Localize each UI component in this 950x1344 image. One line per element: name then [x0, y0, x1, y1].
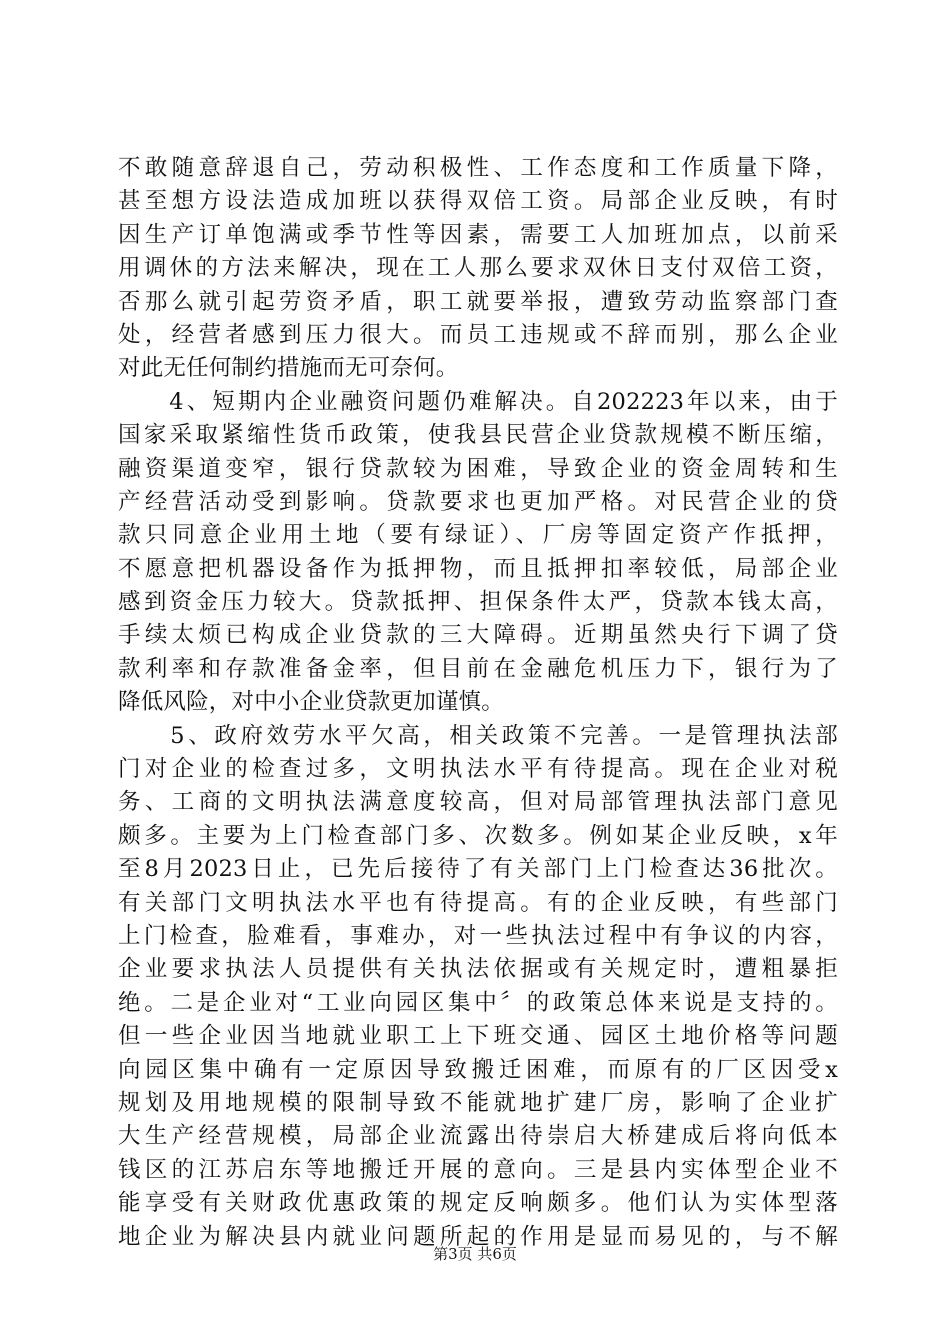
text-line: 颇多。主要为上门检查部门多、次数多。例如某企业反映，x年 — [118, 822, 838, 849]
text-line: 对此无任何制约措施而无可奈何。 — [118, 355, 459, 382]
text-line: 有关部门文明执法水平也有待提高。有的企业反映，有些部门 — [118, 889, 838, 916]
text-line: 但一些企业因当地就业职工上下班交通、园区土地价格等问题 — [118, 1023, 838, 1050]
text-line: 钱区的江苏启东等地搬迁开展的意向。三是县内实体型企业不 — [118, 1156, 838, 1183]
text-line: 地企业为解决县内就业问题所起的作用是显而易见的，与不解 — [118, 1223, 838, 1250]
text-line: 手续太烦已构成企业贷款的三大障碍。近期虽然央行下调了贷 — [118, 622, 838, 649]
paragraph-5-start: 5、政府效劳水平欠高，相关政策不完善。一是管理执法部 — [118, 722, 838, 749]
text-line: 不敢随意辞退自己，劳动积极性、工作态度和工作质量下降， — [118, 155, 838, 181]
text-line: 款利率和存款准备金率，但目前在金融危机压力下，银行为了 — [118, 655, 838, 682]
paragraph-4-start: 4、短期内企业融资问题仍难解决。自202223年以来，由于 — [118, 388, 838, 415]
text-line: 务、工商的文明执法满意度较高，但对局部管理执法部门意见 — [118, 789, 838, 816]
text-line: 融资渠道变窄，银行贷款较为困难，导致企业的资金周转和生 — [118, 455, 838, 482]
text-line: 产经营活动受到影响。贷款要求也更加严格。对民营企业的贷 — [118, 488, 838, 515]
text-line: 门对企业的检查过多，文明执法水平有待提高。现在企业对税 — [118, 756, 838, 783]
document-body — [118, 152, 838, 1254]
text-line: 至8月2023日止，已先后接待了有关部门上门检查达36批次。 — [118, 856, 838, 883]
text-line: 款只同意企业用土地（要有绿证）、厂房等固定资产作抵押， — [118, 522, 838, 549]
text-line: 上门检查，脸难看，事难办，对一些执法过程中有争议的内容， — [118, 922, 838, 949]
text-line: 降低风险，对中小企业贷款更加谨慎。 — [118, 689, 504, 716]
text-line: 向园区集中确有一定原因导致搬迁困难，而原有的厂区因受x — [118, 1056, 838, 1083]
text-line: 甚至想方设法造成加班以获得双倍工资。局部企业反映，有时 — [118, 188, 838, 215]
text-line: 能享受有关财政优惠政策的规定反响颇多。他们认为实体型落 — [118, 1190, 838, 1217]
text-line: 不愿意把机器设备作为抵押物，而且抵押扣率较低，局部企业 — [118, 555, 838, 582]
page-number-footer: 第3页 共6页 — [433, 1245, 517, 1263]
text-line: 感到资金压力较大。贷款抵押、担保条件太严，贷款本钱太高， — [118, 589, 838, 616]
text-line: 处，经营者感到压力很大。而员工违规或不辞而别，那么企业 — [118, 321, 838, 348]
text-line: 规划及用地规模的限制导致不能就地扩建厂房，影响了企业扩 — [118, 1089, 838, 1116]
text-line: 企业要求执法人员提供有关执法依据或有关规定时，遭粗暴拒 — [118, 956, 838, 983]
text-line: 大生产经营规模，局部企业流露出待崇启大桥建成后将向低本 — [118, 1123, 838, 1150]
text-line: 绝。二是企业对“工业向园区集中〞的政策总体来说是支持的。 — [118, 989, 838, 1016]
text-line: 用调休的方法来解决，现在工人那么要求双休日支付双倍工资， — [118, 255, 838, 282]
text-line: 否那么就引起劳资矛盾，职工就要举报，遭致劳动监察部门查 — [118, 288, 838, 315]
text-line: 因生产订单饱满或季节性等因素，需要工人加班加点，以前采 — [118, 221, 838, 248]
text-line: 国家采取紧缩性货币政策，使我县民营企业贷款规模不断压缩， — [118, 422, 838, 449]
